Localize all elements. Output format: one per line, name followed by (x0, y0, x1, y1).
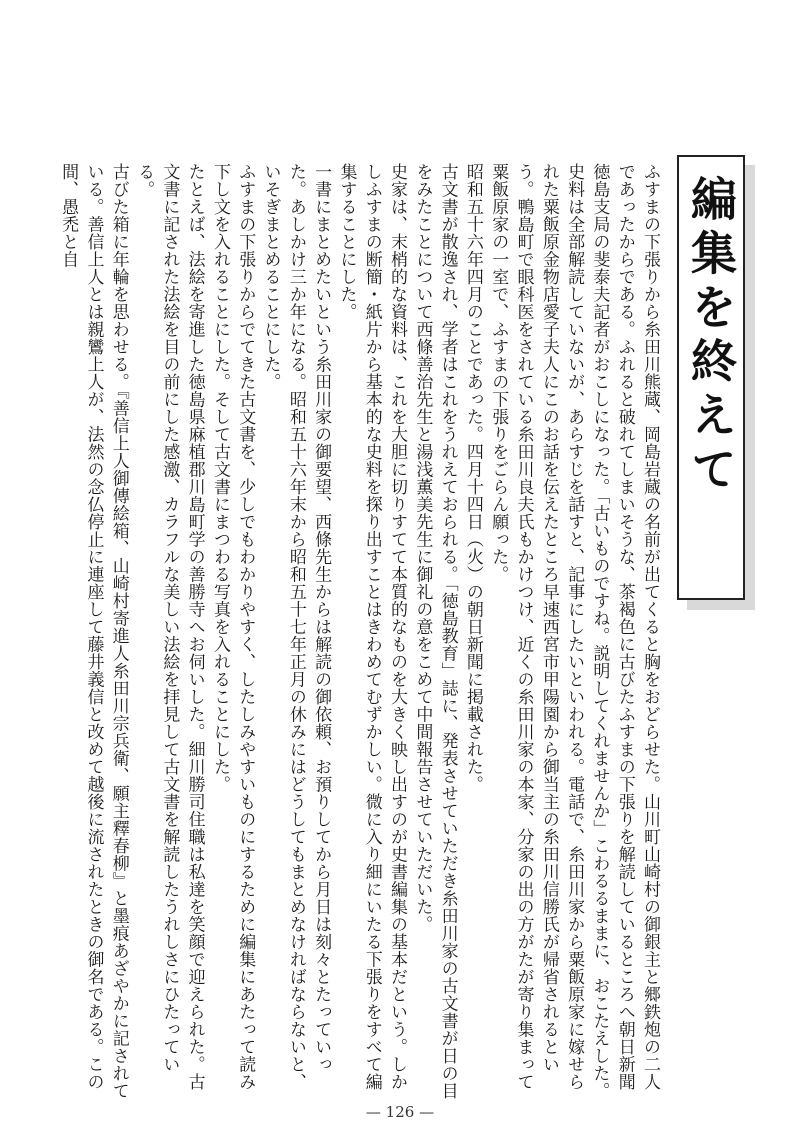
paragraph: 昭和五十六年四月のことであった。四月十四日（火）の朝日新聞に掲載された。 (462, 163, 483, 793)
page-title: 編集を終えて (684, 175, 738, 499)
paragraph: たとえば、法絵を寄進した徳島県麻植郡川島町学の善勝寺へお伺いした。細川勝司住職は私達を笑顔で迎えられた。古文書に記された法絵を目の前にした感激、カラフルな美しい法絵を拝見して古文書を解読したうれしさにひたっている。 (134, 163, 205, 1091)
paragraph: 一書にまとめたいという糸田川家の御要望、西條先生からは解読の御依頼、お預りしてから月日は刻々とたっていった。あしかけ三か年になる。昭和五十六年末から昭和五十七年正月の休みにはどうしてもまとめなければならないと、いそぎまとめることにした。 (260, 163, 332, 1091)
paragraph: 古文書が散逸され、学者はこれをうれえておられる。「徳島教育」誌に、発表させていただき糸田川家の古文書が日の目をみたことについて西條善治先生と湯浅薫美先生に御礼の意をこめて中間報告させていただいた。 (412, 163, 458, 1100)
paragraph: 史料は全部解読していないが、あらすじを話すと、記事にしたいといわれる。電話で、糸田川家から粟飯原家に嫁せられた粟飯原金物店愛子夫人にこのお話を伝えたところ早速西宮市甲陽園から御当主の糸田川信勝氏が帰省されるという。鴨島町で眼科医をされている糸田川良夫氏もかけつけ、近くの糸田川家の本家、分家の出の方がたが寄り集まって粟飯原家の一室で、ふすまの下張りをごらん願った。 (488, 163, 585, 1091)
body-text (58, 163, 662, 1103)
page-number: — 126 — (365, 1103, 435, 1121)
paragraph: 史家は、末梢的な資料は、これを大胆に切りすてて本質的なものを大きく映し出すのが史書編集の基本だという。しかしふすまの断簡・紙片から基本的な史料を探り出すことはきわめてむずかしい。微に入り細にいたる下張りをすべて編集することにした。 (336, 163, 408, 1091)
paragraph: ふすまの下張りから糸田川熊蔵、岡島岩蔵の名前が出てくると胸をおどらせた。山川町山崎村の御銀主と郷鉄炮の二人であったからである。ふれると破れてしまいそうな、茶褐色に古びたふすまの下張りを解読しているところへ朝日新聞徳島支局の斐泰夫記者がおこしになった。「古いものですね。説明してくれませんか」こわるるままに、おこたえした。 (589, 163, 660, 1100)
title-box (677, 155, 745, 600)
paragraph: ふすまの下張りからでてきた古文書を、少しでもわかりやすく、したしみやすいものにするために編集にあたって読み下し文を入れることにした。そして古文書にまつわる写真を入れることにした。 (209, 163, 256, 1091)
paragraph: 古びた箱に年輪を思わせる。『善信上人御傳絵箱、山崎村寄進人糸田川宗兵衛、願主釋春柳』と墨痕あざやかに記されている。善信上人とは親鸞上人が、法然の念仏停止に連座して藤井義信と改めて越後に流されたときの御名である。この間、愚禿と自 (58, 163, 129, 1100)
